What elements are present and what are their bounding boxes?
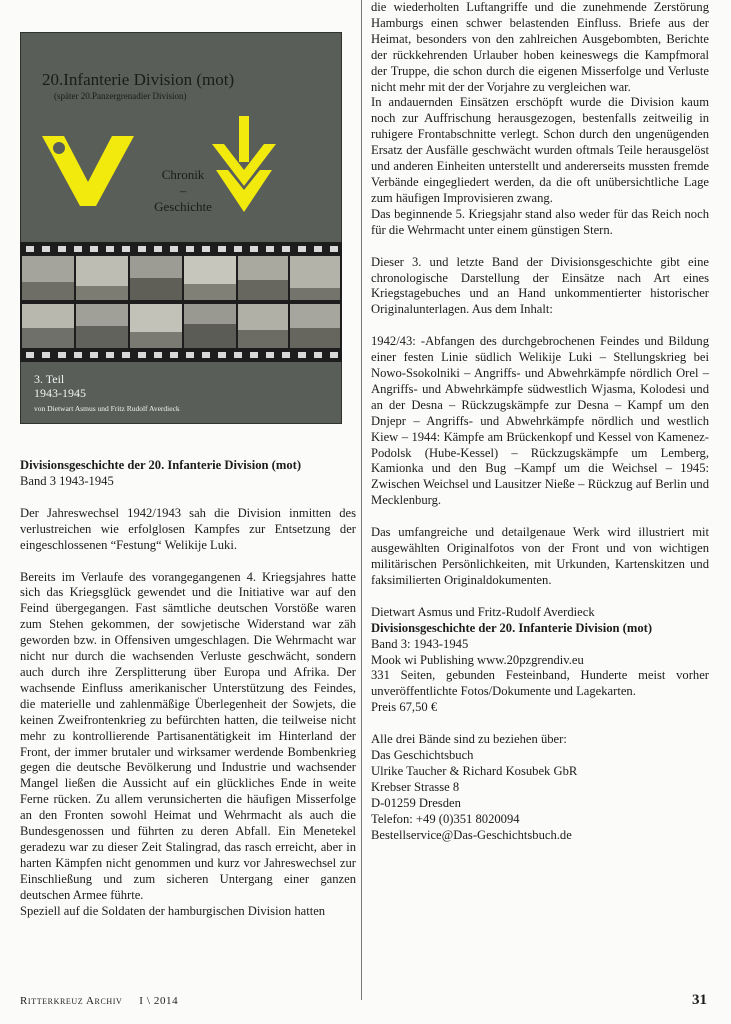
cover-subtitle: (später 20.Panzergrenadier Division) xyxy=(54,91,187,101)
left-paragraph: Speziell auf die Soldaten der hamburgischen Division hatten xyxy=(20,903,326,918)
right-paragraph: Dieser 3. und letzte Band der Divisionsgeschichte gibt eine chronologische Darstellung der Einsätze nach Art eines Kriegstagebuches und an Hand unkommentierter historischer Originalunterlagen. Aus dem Inhalt: xyxy=(371,254,709,317)
anchor-arrow-emblem-icon xyxy=(208,116,280,216)
right-paragraph: In andauernden Einsätzen erschöpft wurde die Division kaum noch zur Auffrischung herausgezogen, bestenfalls zeitweilig in ruhigere Frontabschnitte verlegt. Schon durch den ungenügenden Ersatz der Ausfälle geschwächt wurden oftmals Teile herausgelöst und anderen Einheiten unterstellt und andererseits mussten fremde Verbände eingegliedert werden, da die oft unübersichtliche Lage zum häufigen Improvisieren zwang. xyxy=(371,95,709,205)
right-column xyxy=(371,0,709,844)
address-line: Ulrike Taucher & Richard Kosubek GbR xyxy=(371,763,578,778)
book-title: Divisionsgeschichte der 20. Infanterie Division (mot) xyxy=(371,620,653,635)
book-cover-image xyxy=(20,32,342,424)
book-authors: Dietwart Asmus und Fritz-Rudolf Averdieck xyxy=(371,604,595,619)
book-price: Preis 67,50 € xyxy=(371,700,438,715)
email-link[interactable]: Bestellservice@Das-Geschichtsbuch.de xyxy=(371,827,572,842)
magazine-name: Ritterkreuz Archiv xyxy=(20,995,123,1007)
cover-chronik-text: Chronik – Geschichte xyxy=(154,167,212,214)
cover-part-label: 3. Teil 1943-1945 xyxy=(34,372,86,400)
page-number: 31 xyxy=(692,992,707,1008)
left-column xyxy=(20,458,356,919)
phone-number: Telefon: +49 (0)351 8020094 xyxy=(371,811,520,826)
article-heading: Divisionsgeschichte der 20. Infanterie Division (mot) xyxy=(20,458,302,472)
right-paragraph: Das beginnende 5. Kriegsjahr stand also weder für das Reich noch für die Wehrmacht unter einem günstigen Stern. xyxy=(371,206,709,237)
book-publisher: Mook wi Publishing www.20pzgrendiv.eu xyxy=(371,652,584,667)
article-subheading: Band 3 1943-1945 xyxy=(20,473,114,488)
v-emblem-icon xyxy=(40,130,136,208)
photo-film-strip xyxy=(20,242,342,362)
right-paragraph: die wiederholten Luftangriffe und die zunehmende Zerstörung Hamburgs einen schwer belastenden Einfluss. Briefe aus der Heimat, besonders von den zahlreichen Ausgebombten, Berichte der rückkehrenden Urlauber hoben keineswegs die Kampfmoral der Truppe, die schon durch die eigenen Misserfolge und Verluste nicht mehr mit der der Vorjahre zu vergleichen war. xyxy=(371,0,709,94)
footer-magazine xyxy=(20,995,178,1007)
left-paragraph: Der Jahreswechsel 1942/1943 sah die Division inmitten des verlustreichen wie erfolglosen Kampfes zur Entsetzung der eingeschlossenen “Festung“ Welikije Luki. xyxy=(20,505,356,552)
right-paragraph: Das umfangreiche und detailgenaue Werk wird illustriert mit ausgewählten Originalfotos von der Front und von wichtigen militärischen Persönlichkeiten, mit Urkunden, Kartenskitzen und faksimilierten Originaldokumenten. xyxy=(371,525,709,587)
cover-authors: von Dietwart Asmus und Fritz Rudolf Averdieck xyxy=(34,404,180,413)
book-pages: 331 Seiten, gebunden Festeinband, Hunderte meist vorher unveröffentlichte Fotos/Dokumente und Lagekarten. xyxy=(371,668,709,699)
address-line: D-01259 Dresden xyxy=(371,795,461,810)
availability-intro: Alle drei Bände sind zu beziehen über: xyxy=(371,732,567,747)
right-paragraph: 1942/43: -Abfangen des durchgebrochenen Feindes und Bildung einer festen Linie südlich Welikije Luki – Stellungskrieg bei Nowo-Ssokolniki – Angriffs- und Abwehrkämpfe nördlich Orel – Angriffs- und Abwehrkämpfe südwestlich Wjasma, Kolodesi und an der Desna – Rückzugskämpfe zur Desna – Kampf um den Dnjepr – Angriffs- und Abwehrkämpfe nördlich und westlich Kiew – 1944: Kämpfe am Brückenkopf und Kessel von Kamenez-Podolsk (Hube-Kessel) – Rückzugskämpfe um Lemberg, Kamionka und den Bug –Kampf um die Weichsel – 1945: Zwischen Weichsel und Lausitzer Nieße – Rückzug auf Berlin und Mecklenburg. xyxy=(371,334,709,508)
address-line: Das Geschichtsbuch xyxy=(371,748,474,763)
address-line: Krebser Strasse 8 xyxy=(371,779,460,794)
left-paragraph: Bereits im Verlaufe des vorangegangenen 4. Kriegsjahres hatte sich das Kriegsglück gewendet und die Initiative war auf den Feind übergegangen. Fast sämtliche deutschen Vorstöße waren zum Stehen gekommen, der sowjetische Widerstand war zäh geworden bzw. in Offensiven umgeschlagen. Die Wehrmacht war nicht nur durch die wachsenden Verluste geschwächt, sondern auch durch ihre Zersplitterung über Europa und Afrika. Der wachsende Einfluss amerikanischer Unterstützung des Feindes, die materielle und zahlenmäßige Überlegenheit der Sowjets, die keinen Zweifrontenkrieg zu befürchten hatten, die teilweise nicht mehr zu kontrollierende Partisanentätigkeit im Hinterland der Front, der immer brutaler und wirksamer werdende Bombenkrieg gegen die deutsche Bevölkerung und Industrie und wachsender Mangel ließen die Aussicht auf ein glückliches Ende in weite Ferne rücken. Zu allem verunsicherten die häufigen Misserfolge an den Fronten sowohl Heimat und Wehrmacht als auch die Bundesgenossen und führten zu deren Abfall. Ein Menetekel geradezu war zu dieser Zeit Stalingrad, das rasch erreicht, aber in harten Kämpfen nicht genommen und kurz vor Jahreswechsel zur Einschließung und zum sicheren Untergang einer ganzen deutschen Armee führte. xyxy=(20,569,356,902)
issue-number: I \ 2014 xyxy=(139,995,179,1007)
book-band: Band 3: 1943-1945 xyxy=(371,636,469,651)
cover-title: 20.Infanterie Division (mot) xyxy=(42,70,235,89)
column-divider xyxy=(361,0,362,1000)
